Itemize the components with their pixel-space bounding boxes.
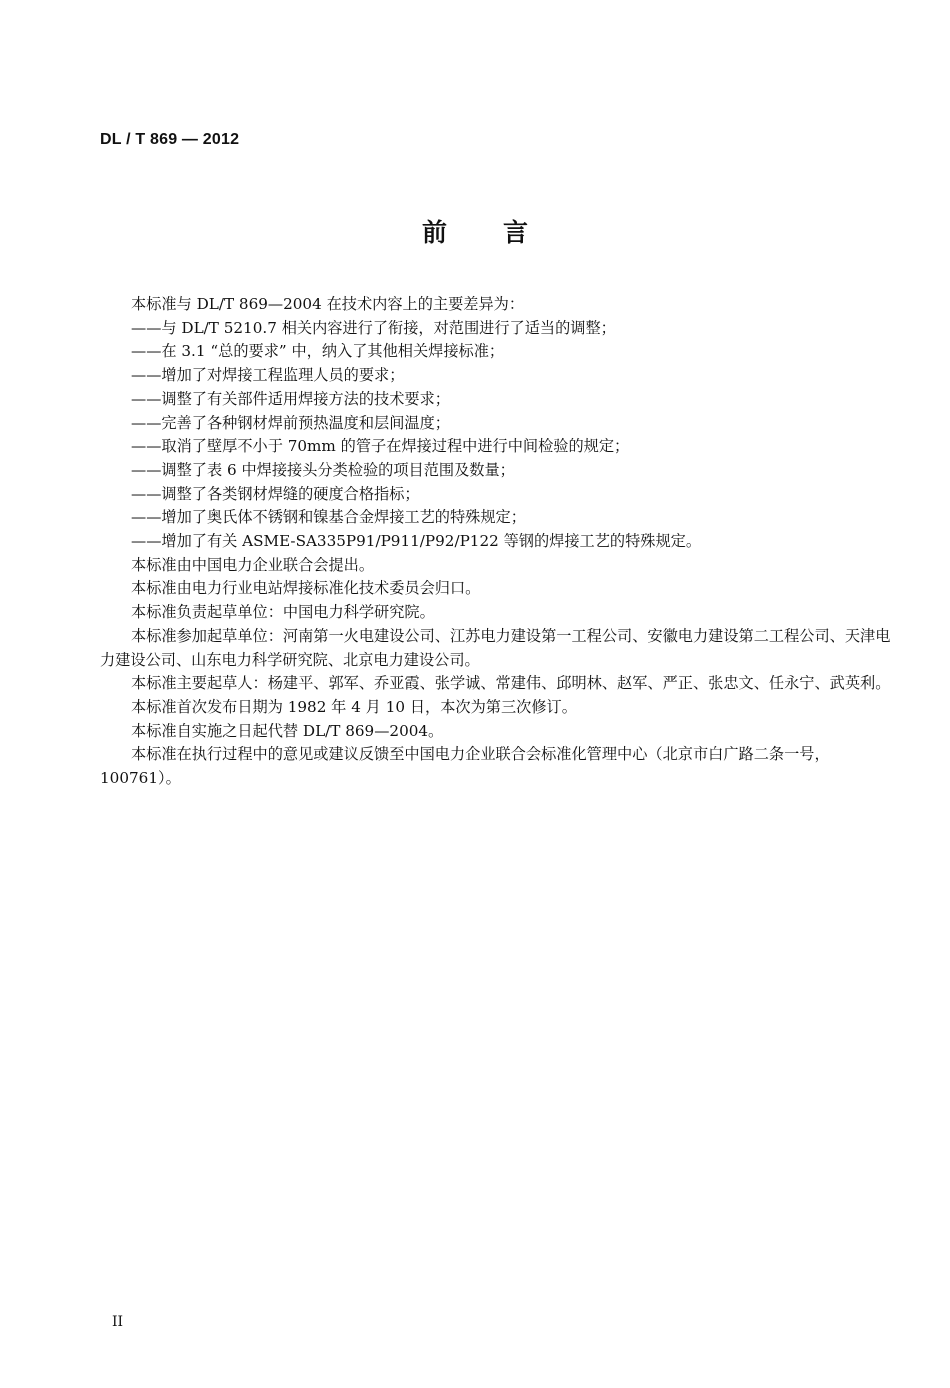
- list-item: ——完善了各种钢材焊前预热温度和层间温度；: [131, 413, 450, 432]
- paragraph: 本标准与 DL/T 869—2004 在技术内容上的主要差异为：: [131, 295, 525, 313]
- list-item: ——调整了有关部件适用焊接方法的技术要求；: [131, 389, 450, 408]
- paragraph: 本标准参加起草单位：河南第一火电建设公司、江苏电力建设第一工程公司、安徽电力建设第二工程公司、天津电力建设公司、山东电力科学研究院、北京电力建设公司。: [100, 626, 891, 669]
- list-item: ——增加了对焊接工程监理人员的要求；: [131, 366, 405, 385]
- paragraph: 本标准由电力行业电站焊接标准化技术委员会归口。: [131, 579, 481, 598]
- paragraph: 本标准负责起草单位：中国电力科学研究院。: [131, 603, 435, 622]
- list-item: ——调整了各类钢材焊缝的硬度合格指标；: [131, 484, 420, 503]
- standard-code: DL / T 869 — 2012: [100, 131, 240, 148]
- list-item: ——与 DL/T 5210.7 相关内容进行了衔接，对范围进行了适当的调整；: [131, 318, 616, 337]
- title-char-1: 前: [421, 218, 447, 247]
- title-char-2: 言: [503, 218, 529, 247]
- page-number: II: [112, 1314, 124, 1330]
- paragraph: 本标准首次发布日期为 1982 年 4 月 10 日，本次为第三次修订。: [131, 697, 577, 716]
- paragraph: 本标准自实施之日起代替 DL/T 869—2004。: [131, 721, 444, 740]
- list-item: ——增加了有关 ASME-SA335P91/P911/P92/P122 等钢的焊接工艺的特殊规定。: [131, 532, 702, 551]
- paragraph: 本标准主要起草人：杨建平、郭军、乔亚霞、张学诚、常建伟、邱明林、赵军、严正、张忠文、任永宁、武英利。: [131, 674, 891, 693]
- list-item: ——取消了壁厚不小于 70mm 的管子在焊接过程中进行中间检验的规定；: [131, 437, 630, 456]
- preface-body: [100, 293, 900, 791]
- list-item: ——在 3.1 “总的要求” 中，纳入了其他相关焊接标准；: [131, 342, 505, 361]
- list-item: ——调整了表 6 中焊接接头分类检验的项目范围及数量；: [131, 460, 515, 479]
- paragraph: 本标准由中国电力企业联合会提出。: [131, 555, 374, 574]
- list-item: ——增加了奥氏体不锈钢和镍基合金焊接工艺的特殊规定；: [131, 508, 526, 527]
- paragraph: 本标准在执行过程中的意见或建议反馈至中国电力企业联合会标准化管理中心（北京市白广路二条一号，100761）。: [100, 745, 830, 788]
- page-title: [0, 213, 950, 249]
